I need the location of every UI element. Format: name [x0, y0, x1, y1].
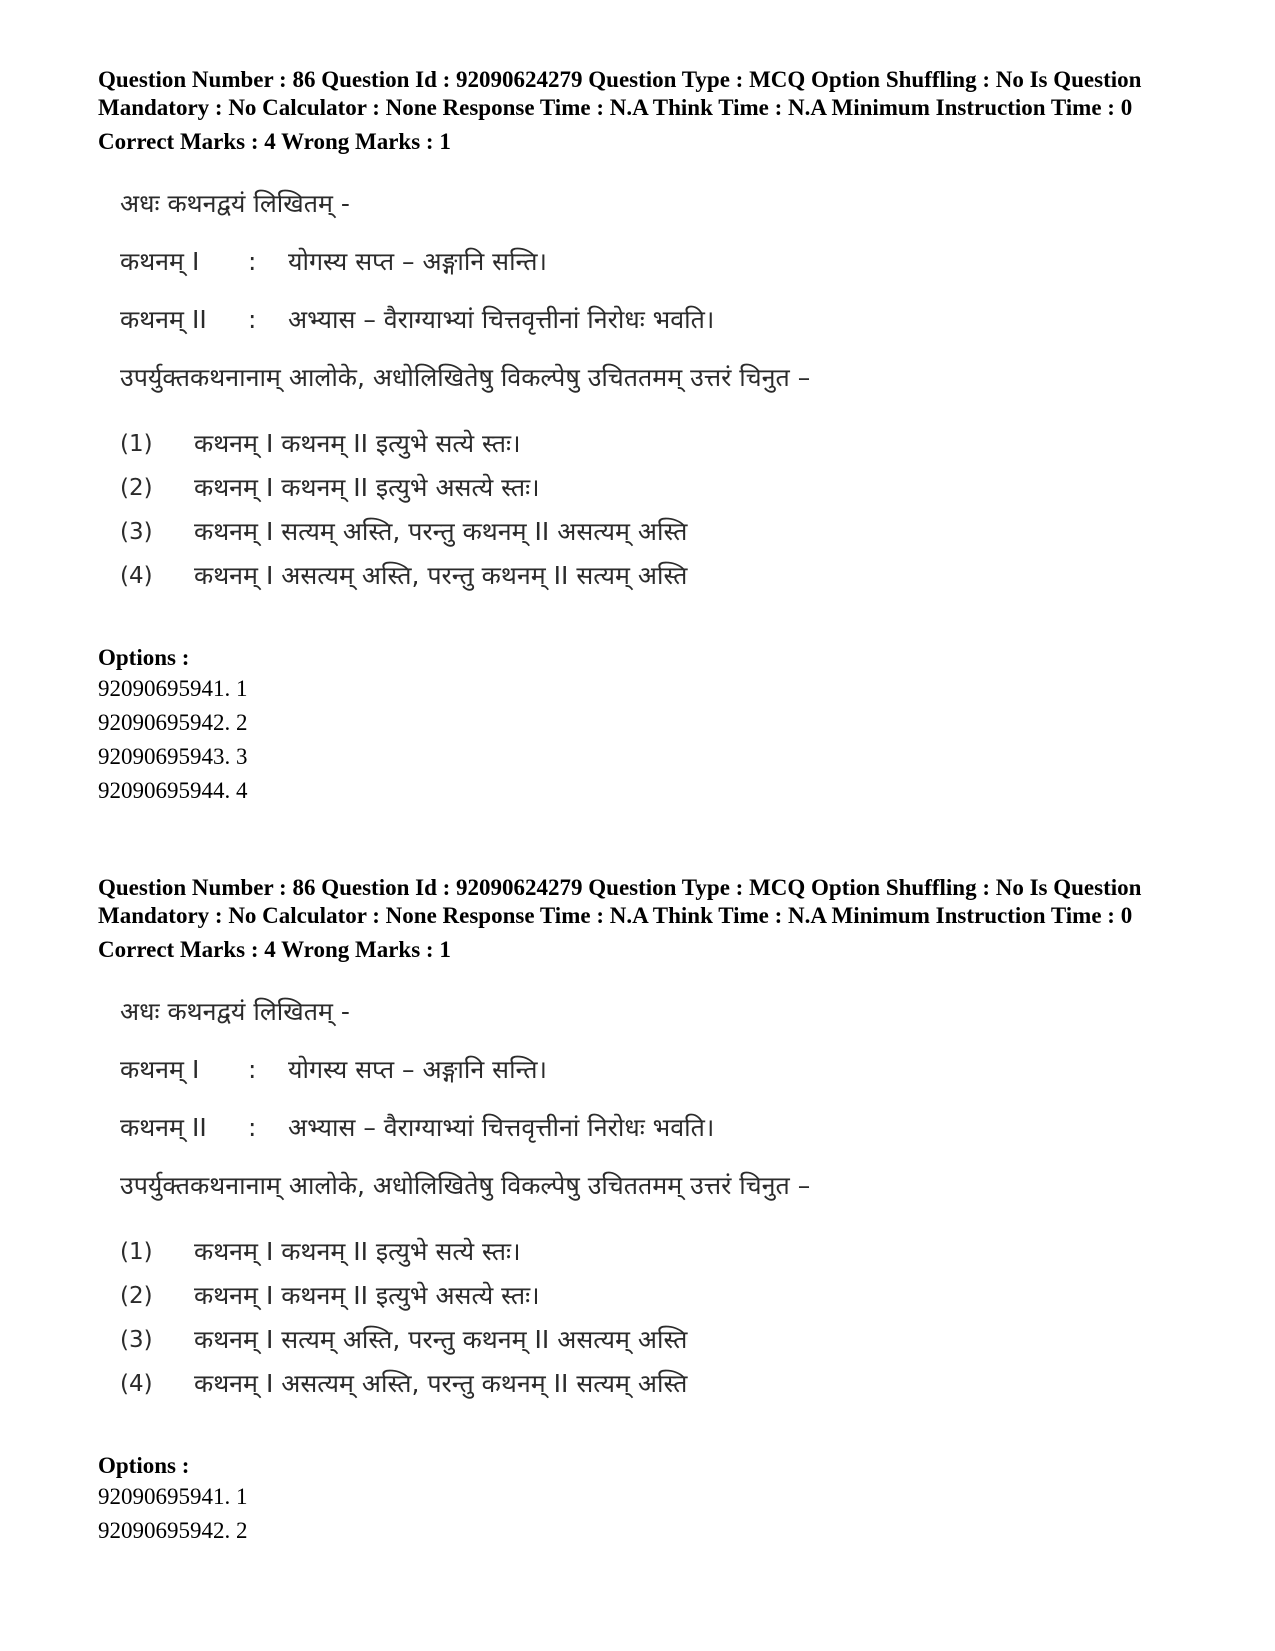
statement-colon: : — [248, 1055, 257, 1084]
options-heading: Options : — [98, 645, 190, 670]
choice-number: (3) — [120, 1327, 153, 1353]
statement-label: कथनम् II — [120, 305, 207, 334]
statement-colon: : — [248, 1113, 257, 1142]
choice-number: (3) — [120, 519, 153, 545]
option-row: 92090695942. 2 — [98, 710, 248, 735]
option-row: 92090695942. 2 — [98, 1518, 248, 1543]
statement-colon: : — [248, 247, 257, 276]
choice-2 — [120, 468, 1198, 512]
option-row: 92090695944. 4 — [98, 778, 248, 803]
question-block-1 — [98, 66, 1198, 808]
statement-label: कथनम् II — [120, 1113, 207, 1142]
statement-text: योगस्य सप्त – अङ्गानि सन्ति। — [288, 247, 547, 276]
question-body — [120, 992, 1198, 1408]
question-intro: अधः कथनद्वयं लिखितम् - — [120, 997, 350, 1026]
choice-1 — [120, 1232, 1198, 1276]
statement-2 — [120, 300, 1198, 358]
statement-text: अभ्यास – वैराग्याभ्यां चित्तवृत्तीनां निरोधः भवति। — [288, 305, 715, 334]
question-prompt: उपर्युक्तकथनानाम् आलोके, अधोलिखितेषु विकल्पेषु उचिततमम् उत्तरं चिनुत – — [120, 1171, 811, 1200]
choice-1 — [120, 424, 1198, 468]
question-header: Question Number : 86 Question Id : 92090624279 Question Type : MCQ Option Shuffling : No Is Question Mandatory : No Calculator : None Response Time : N.A Think Time : N.A Minimum Instruction Time : 0 — [98, 875, 1142, 928]
statement-text: योगस्य सप्त – अङ्गानि सन्ति। — [288, 1055, 547, 1084]
marks-line: Correct Marks : 4 Wrong Marks : 1 — [98, 937, 451, 962]
statement-1 — [120, 242, 1198, 300]
choice-text: कथनम् I कथनम् II इत्युभे सत्ये स्तः। — [194, 1237, 521, 1266]
question-header: Question Number : 86 Question Id : 92090624279 Question Type : MCQ Option Shuffling : No Is Question Mandatory : No Calculator : None Response Time : N.A Think Time : N.A Minimum Instruction Time : 0 — [98, 67, 1142, 120]
choice-number: (2) — [120, 1283, 153, 1309]
statement-label: कथनम् I — [120, 247, 200, 276]
choice-text: कथनम् I असत्यम् अस्ति, परन्तु कथनम् II सत्यम् अस्ति — [194, 561, 688, 590]
option-row: 92090695943. 3 — [98, 744, 248, 769]
statement-text: अभ्यास – वैराग्याभ्यां चित्तवृत्तीनां निरोधः भवति। — [288, 1113, 715, 1142]
choice-2 — [120, 1276, 1198, 1320]
choice-text: कथनम् I सत्यम् अस्ति, परन्तु कथनम् II असत्यम् अस्ति — [194, 517, 688, 546]
choice-3 — [120, 1320, 1198, 1364]
options-heading: Options : — [98, 1453, 190, 1478]
option-row: 92090695941. 1 — [98, 1484, 248, 1509]
choice-3 — [120, 512, 1198, 556]
statement-colon: : — [248, 305, 257, 334]
choice-4 — [120, 556, 1198, 600]
statement-2 — [120, 1108, 1198, 1166]
question-body — [120, 184, 1198, 600]
statement-label: कथनम् I — [120, 1055, 200, 1084]
choice-number: (1) — [120, 431, 153, 457]
question-block-2 — [98, 874, 1198, 1548]
choice-number: (4) — [120, 563, 153, 589]
marks-line: Correct Marks : 4 Wrong Marks : 1 — [98, 129, 451, 154]
choice-number: (1) — [120, 1239, 153, 1265]
choice-text: कथनम् I कथनम् II इत्युभे असत्ये स्तः। — [194, 473, 540, 502]
choice-number: (2) — [120, 475, 153, 501]
choice-text: कथनम् I कथनम् II इत्युभे असत्ये स्तः। — [194, 1281, 540, 1310]
choice-text: कथनम् I कथनम् II इत्युभे सत्ये स्तः। — [194, 429, 521, 458]
choice-text: कथनम् I सत्यम् अस्ति, परन्तु कथनम् II असत्यम् अस्ति — [194, 1325, 688, 1354]
question-prompt: उपर्युक्तकथनानाम् आलोके, अधोलिखितेषु विकल्पेषु उचिततमम् उत्तरं चिनुत – — [120, 363, 811, 392]
choice-4 — [120, 1364, 1198, 1408]
choice-text: कथनम् I असत्यम् अस्ति, परन्तु कथनम् II सत्यम् अस्ति — [194, 1369, 688, 1398]
option-row: 92090695941. 1 — [98, 676, 248, 701]
statement-1 — [120, 1050, 1198, 1108]
question-intro: अधः कथनद्वयं लिखितम् - — [120, 189, 350, 218]
choice-number: (4) — [120, 1371, 153, 1397]
